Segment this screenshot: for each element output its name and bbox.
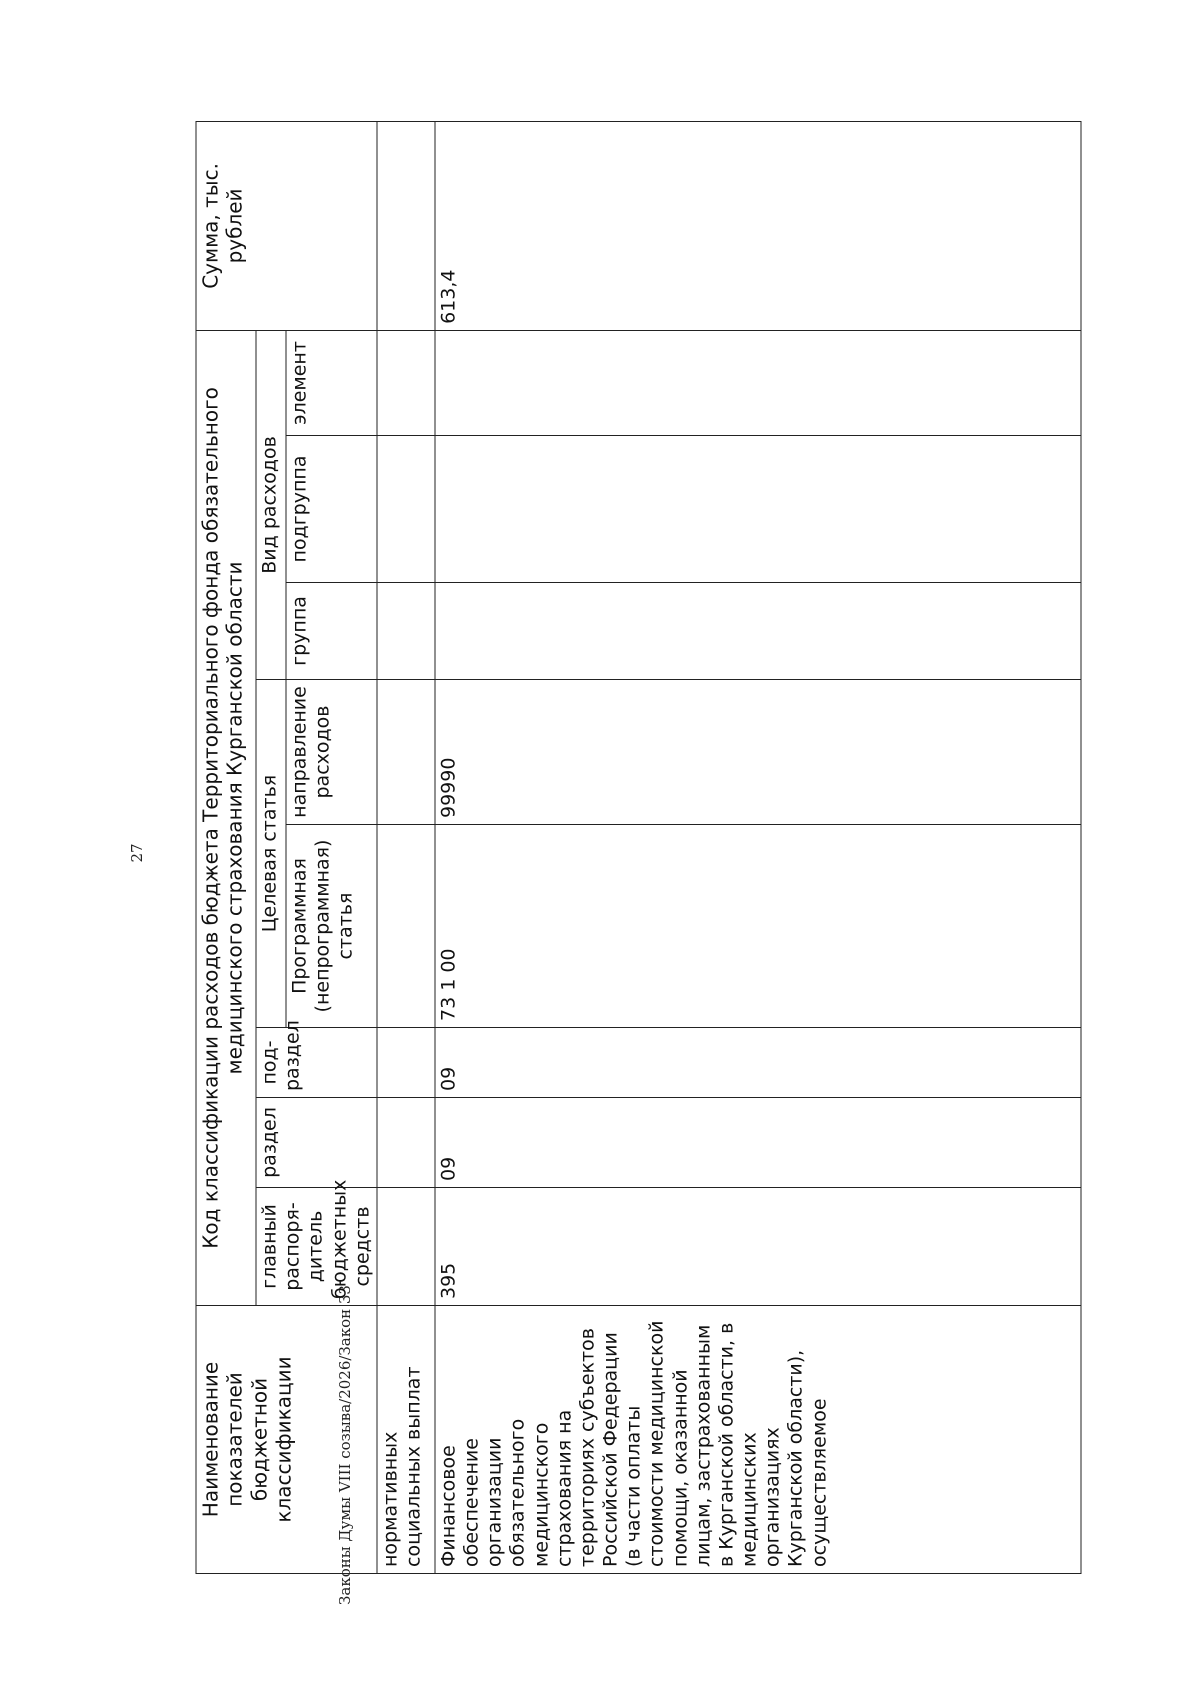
header-program-article: Программная (непрограммная) статья: [286, 825, 377, 1028]
table-row: [376, 121, 434, 1573]
cell-direction: 99990: [434, 680, 1080, 825]
row-name: Финансовое обеспечение организации обязательного медицинского страхования на территориях субъектов Российской Федерации (в части оплаты стоимости медицинской помощи, оказанной лицам, застрахованным в Курганской области, в медицинских организациях Курганской области), осуществляемое: [434, 1306, 1080, 1574]
cell-subsection: 09: [434, 1028, 1080, 1098]
header-group: группа: [286, 583, 377, 680]
header-element: элемент: [286, 330, 377, 435]
cell-subgroup: [434, 436, 1080, 583]
cell-section: 09: [434, 1098, 1080, 1188]
cell-group: [376, 583, 434, 680]
page-number: 27: [128, 843, 146, 863]
cell-manager: 395: [434, 1188, 1080, 1306]
table-row: [434, 121, 1080, 1573]
cell-program: [376, 825, 434, 1028]
header-subgroup: подгруппа: [286, 436, 377, 583]
cell-sum: 613,4: [434, 121, 1080, 330]
header-target-article: Целевая статья: [256, 680, 286, 1028]
cell-direction: [376, 680, 434, 825]
header-name-column: Наименование показателей бюджетной классификации: [196, 1306, 377, 1574]
header-subsection: под-раздел: [256, 1028, 377, 1098]
header-code-group: Код классификации расходов бюджета Территориального фонда обязательного медицинского страхования Курганской области: [196, 330, 256, 1305]
row-name: нормативных социальных выплат: [376, 1306, 434, 1574]
header-expense-direction: направление расходов: [286, 680, 377, 825]
cell-manager: [376, 1188, 434, 1306]
cell-element: [434, 330, 1080, 435]
cell-subgroup: [376, 436, 434, 583]
header-sum: Сумма, тыс. рублей: [196, 121, 377, 330]
cell-program: 73 1 00: [434, 825, 1080, 1028]
document-footer: Законы Думы VIII созыва/2026/Закон 33: [336, 1285, 354, 1605]
rotated-table-container: [195, 122, 1080, 1574]
cell-group: [434, 583, 1080, 680]
header-expense-type: Вид расходов: [256, 330, 286, 679]
cell-sum: [376, 121, 434, 330]
cell-element: [376, 330, 434, 435]
budget-classification-table: [195, 121, 1081, 1574]
header-section: раздел: [256, 1098, 377, 1188]
cell-section: [376, 1098, 434, 1188]
cell-subsection: [376, 1028, 434, 1098]
header-main-manager: главный распоря-дитель бюджетных средств: [256, 1188, 377, 1306]
